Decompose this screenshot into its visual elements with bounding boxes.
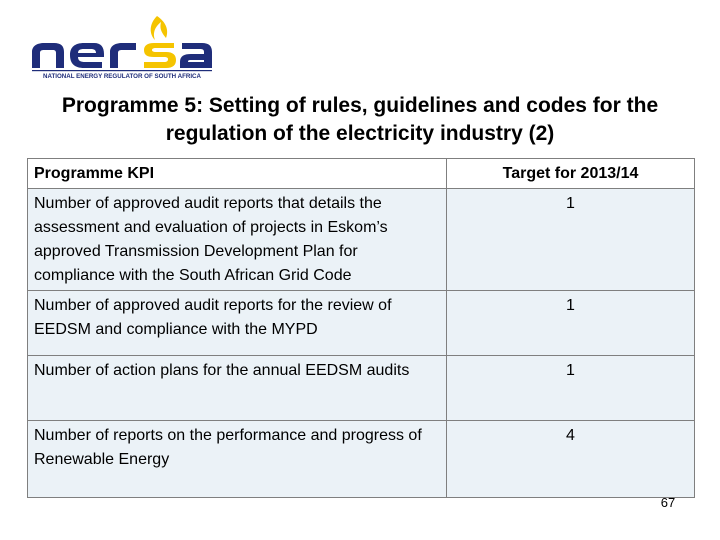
page-number: 67 bbox=[660, 495, 676, 510]
kpi-cell: Number of approved audit reports that details the assessment and evaluation of projects in Eskom’s approved Transmission Development Plan for compliance with the South African Grid Code bbox=[28, 189, 447, 291]
target-cell: 4 bbox=[447, 421, 695, 498]
logo-tagline: NATIONAL ENERGY REGULATOR OF SOUTH AFRICA bbox=[42, 73, 202, 80]
table-header-row bbox=[28, 159, 695, 189]
nersa-logo bbox=[28, 10, 218, 80]
nersa-logo-graphic bbox=[28, 10, 218, 80]
table-row bbox=[28, 421, 695, 498]
target-cell: 1 bbox=[447, 189, 695, 291]
table-row bbox=[28, 356, 695, 421]
kpi-cell: Number of action plans for the annual EEDSM audits bbox=[28, 356, 447, 421]
kpi-cell: Number of reports on the performance and progress of Renewable Energy bbox=[28, 421, 447, 498]
target-cell: 1 bbox=[447, 291, 695, 356]
table-row bbox=[28, 291, 695, 356]
kpi-table bbox=[27, 158, 695, 498]
kpi-cell: Number of approved audit reports for the review of EEDSM and compliance with the MYPD bbox=[28, 291, 447, 356]
header-target: Target for 2013/14 bbox=[447, 159, 695, 189]
header-programme-kpi: Programme KPI bbox=[28, 159, 447, 189]
target-cell: 1 bbox=[447, 356, 695, 421]
slide-title: Programme 5: Setting of rules, guidelines and codes for the regulation of the electricity industry (2) bbox=[61, 94, 659, 145]
table-row bbox=[28, 189, 695, 291]
